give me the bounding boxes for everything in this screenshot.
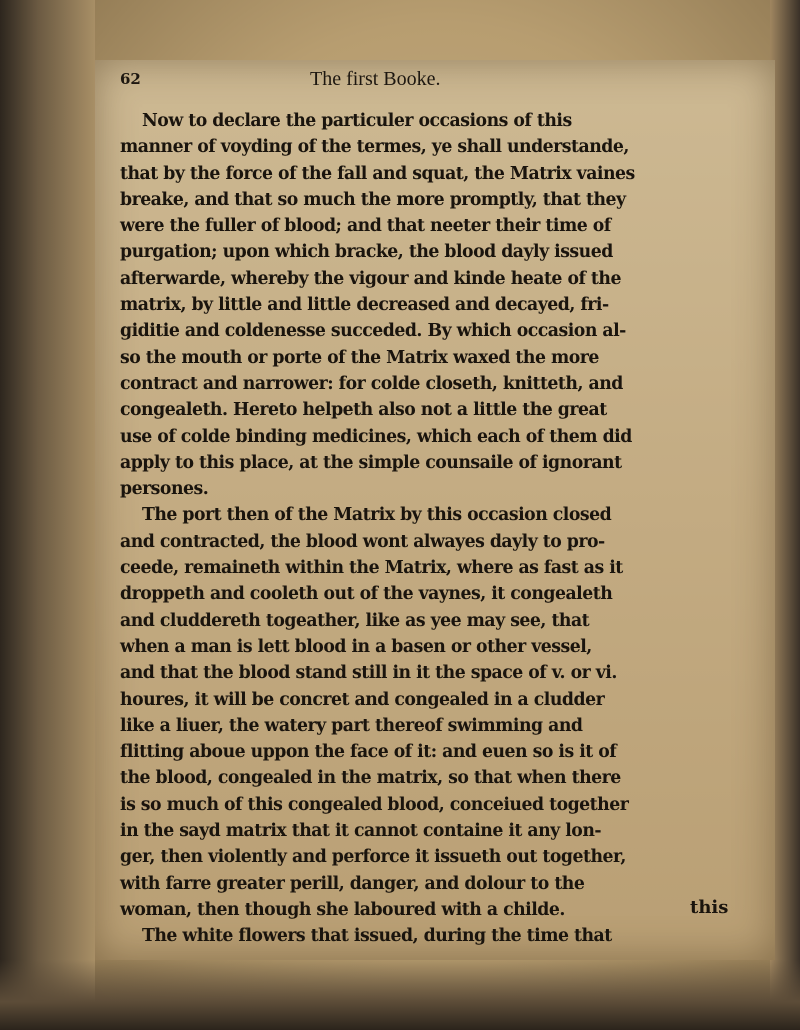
text-line: contract and narrower: for colde closeth, knitteth, and <box>120 373 623 394</box>
body-text <box>120 108 745 950</box>
text-line: the blood, congealed in the matrix, so that when there <box>120 768 621 789</box>
text-line: giditie and coldenesse succeded. By which occasion al- <box>120 321 626 342</box>
text-line: purgation; upon which bracke, the blood dayly issued <box>120 242 613 263</box>
text-line: houres, it will be concret and congealed in a cludder <box>120 689 605 710</box>
text-line: flitting aboue uppon the face of it: and euen so is it of <box>120 742 617 763</box>
text-line: with farre greater perill, danger, and dolour to the <box>120 873 585 894</box>
text-line: use of colde binding medicines, which each of them did <box>120 426 632 447</box>
text-line: afterwarde, whereby the vigour and kinde heate of the <box>120 268 621 289</box>
text-line: The port then of the Matrix by this occasion closed <box>142 505 612 526</box>
catchword: this <box>690 897 729 918</box>
text-line: in the sayd matrix that it cannot containe it any lon- <box>120 821 602 842</box>
page-number: 62 <box>120 70 141 88</box>
text-line: like a liuer, the watery part thereof swimming and <box>120 715 583 736</box>
text-line: apply to this place, at the simple counsaile of ignorant <box>120 452 622 473</box>
text-line: droppeth and cooleth out of the vaynes, it congealeth <box>120 584 613 605</box>
text-line: were the fuller of blood; and that neeter their time of <box>120 216 611 237</box>
text-line: woman, then though she laboured with a childe. <box>120 899 565 920</box>
text-line: The white flowers that issued, during the time that <box>142 926 612 947</box>
text-line: is so much of this congealed blood, conceiued together <box>120 794 629 815</box>
text-line: ceede, remaineth within the Matrix, where as fast as it <box>120 558 623 579</box>
bottom-shadow <box>0 960 800 1030</box>
text-line: so the mouth or porte of the Matrix waxed the more <box>120 347 599 368</box>
page-header <box>110 70 750 100</box>
text-line: matrix, by little and little decreased and decayed, fri- <box>120 295 609 316</box>
text-line: when a man is lett blood in a basen or other vessel, <box>120 636 592 657</box>
text-line: persones. <box>120 479 209 500</box>
text-line: congealeth. Hereto helpeth also not a little the great <box>120 400 607 421</box>
text-line: manner of voyding of the termes, ye shall understande, <box>120 137 629 158</box>
text-line: and cluddereth togeather, like as yee may see, that <box>120 610 590 631</box>
text-line: Now to declare the particuler occasions of this <box>142 111 572 131</box>
text-line: and contracted, the blood wont alwayes dayly to pro- <box>120 531 605 552</box>
text-line: ger, then violently and perforce it issueth out together, <box>120 847 626 868</box>
book-fore-edge <box>0 0 95 1030</box>
text-line: that by the force of the fall and squat, the Matrix vaines <box>120 163 635 184</box>
text-line: breake, and that so much the more promptly, that they <box>120 189 626 210</box>
running-head: The first Booke. <box>310 68 441 90</box>
text-line: and that the blood stand still in it the space of v. or vi. <box>120 663 617 684</box>
